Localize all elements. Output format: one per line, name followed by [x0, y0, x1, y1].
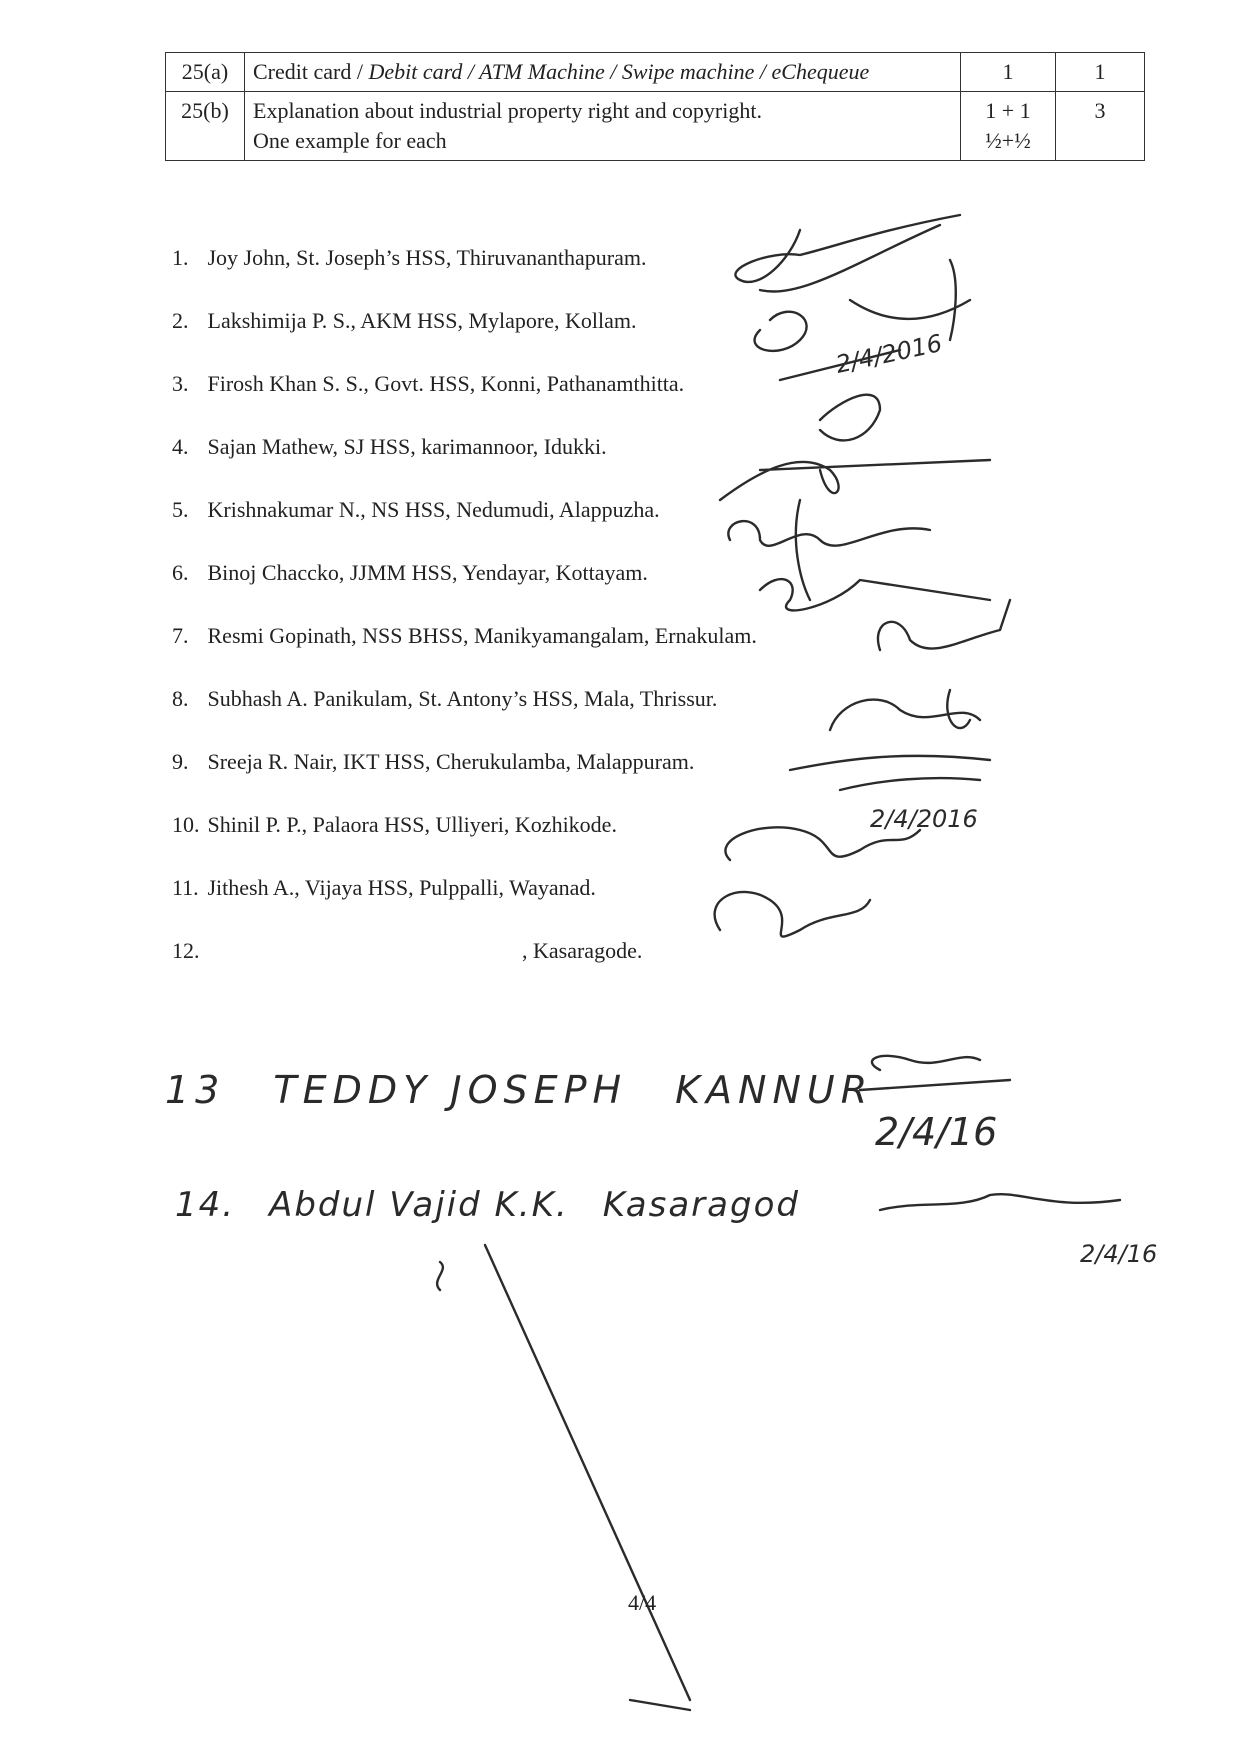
member-text: , Kasaragode.: [522, 938, 643, 963]
item-number: 10.: [172, 812, 200, 837]
signature-2: [755, 260, 970, 351]
member-text: Joy John, St. Joseph’s HSS, Thiruvananthapuram.: [207, 245, 647, 270]
item-number: 3.: [172, 371, 189, 396]
member-text: Sreeja R. Nair, IKT HSS, Cherukulamba, Malappuram.: [207, 749, 695, 774]
signature-1: [735, 215, 960, 292]
hand-name: TEDDY JOSEPH: [273, 1068, 628, 1112]
item-number: 11.: [172, 875, 199, 900]
item-number: 2.: [172, 308, 189, 333]
item-number: 12.: [172, 938, 200, 963]
question-number: 25(a): [166, 53, 245, 92]
answer-text-line2: One example for each: [253, 128, 447, 153]
total-marks-cell: 1: [1056, 53, 1145, 92]
member-text: Krishnakumar N., NS HSS, Nedumudi, Alappuzha.: [207, 497, 660, 522]
signature-3: [780, 350, 900, 440]
member-text: Jithesh A., Vijaya HSS, Pulppalli, Wayanad.: [207, 875, 596, 900]
member-text: Sajan Mathew, SJ HSS, karimannoor, Idukki.: [207, 434, 607, 459]
member-text: Shinil P. P., Palaora HSS, Ulliyeri, Kozhikode.: [207, 812, 617, 837]
item-number: 8.: [172, 686, 189, 711]
item-number: 4.: [172, 434, 189, 459]
cancellation-line: [437, 1245, 690, 1710]
hand-name: Abdul Vajid K.K.: [269, 1185, 569, 1225]
page-number: 4/4: [628, 1590, 657, 1615]
signature-11: [715, 892, 870, 937]
member-text: Binoj Chaccko, JJMM HSS, Yendayar, Kottayam.: [207, 560, 648, 585]
member-text: Resmi Gopinath, NSS BHSS, Manikyamangalam, Ernakulam.: [207, 623, 757, 648]
signature-10: [725, 827, 920, 860]
signature-9: [790, 756, 990, 790]
signature-8: [830, 690, 980, 730]
member-text: Subhash A. Panikulam, St. Antony’s HSS, Mala, Thrissur.: [207, 686, 718, 711]
answer-text-italic: Debit card / ATM Machine / Swipe machine / eChequeue: [368, 59, 870, 84]
member-text: Firosh Khan S. S., Govt. HSS, Konni, Pathanamthitta.: [207, 371, 685, 396]
signature-4: [720, 460, 990, 500]
item-number: 7.: [172, 623, 189, 648]
hand-place: KANNUR: [675, 1068, 874, 1112]
total-marks-cell: 3: [1056, 92, 1145, 161]
marks-cell: 1: [961, 53, 1056, 92]
signature-date: 2/4/2016: [833, 329, 945, 379]
question-number: 25(b): [166, 92, 245, 161]
hand-place: Kasaragod: [602, 1185, 800, 1225]
signature-7: [878, 600, 1010, 650]
signature-date: 2/4/2016: [870, 805, 978, 833]
item-number: 9.: [172, 749, 189, 774]
item-number: 6.: [172, 560, 189, 585]
answer-text: Explanation about industrial property right and copyright.: [253, 98, 762, 123]
signature-date: 2/4/16: [1080, 1240, 1158, 1268]
member-text: Lakshimija P. S., AKM HSS, Mylapore, Kollam.: [207, 308, 637, 333]
signature-13: [860, 1056, 1010, 1090]
hand-number: 14.: [175, 1185, 236, 1225]
answer-text: Credit card /: [253, 59, 369, 84]
signature-14: [880, 1194, 1120, 1210]
hand-number: 13: [165, 1068, 226, 1112]
item-number: 5.: [172, 497, 189, 522]
signature-6: [760, 579, 990, 610]
marks-line2: ½+½: [985, 128, 1031, 153]
marks-line1: 1 + 1: [985, 98, 1031, 123]
signature-date: 2/4/16: [875, 1110, 998, 1154]
item-number: 1.: [172, 245, 189, 270]
